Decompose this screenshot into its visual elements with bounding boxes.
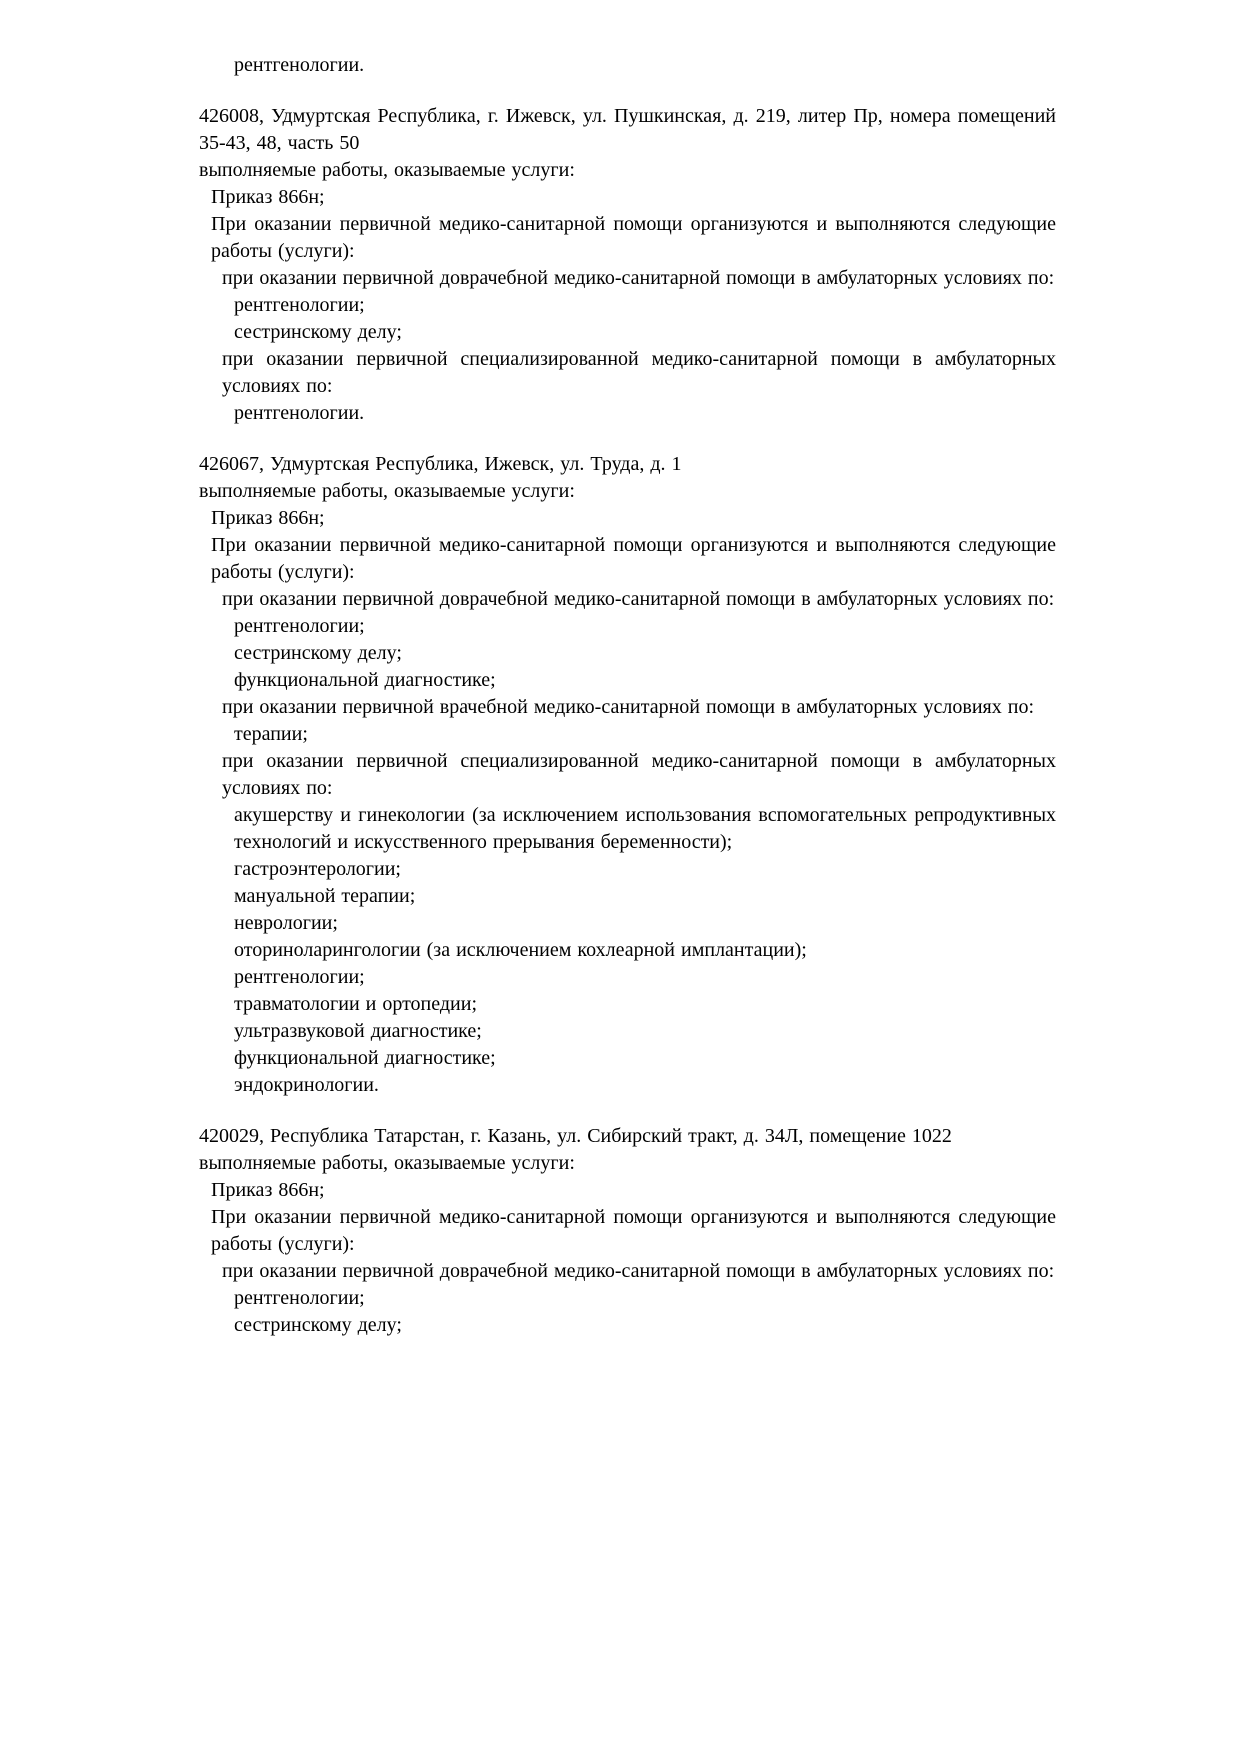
service-item: рентгенологии; [234,615,365,637]
service-item: неврологии; [234,912,338,934]
service-item: травматологии и ортопедии; [234,993,478,1015]
service-item: ультразвуковой диагностике; [234,1020,482,1042]
works-statement: При оказании первичной медико-санитарной помощи организуются и выполняются следующие работы (услуги): [211,1206,1056,1255]
service-item: сестринскому делу; [234,642,402,664]
order-line: Приказ 866н; [211,1179,325,1201]
care-type-line: при оказании первичной специализированной медико-санитарной помощи в амбулаторных условиях по: [222,750,1056,799]
care-type-line: при оказании первичной доврачебной медико-санитарной помощи в амбулаторных условиях по: [222,588,1055,610]
service-item: эндокринологии. [234,1074,379,1096]
services-intro: выполняемые работы, оказываемые услуги: [199,159,575,181]
care-type-line: при оказании первичной врачебной медико-санитарной помощи в амбулаторных условиях по: [222,696,1035,718]
service-item: мануальной терапии; [234,885,416,907]
care-type-line: при оказании первичной доврачебной медико-санитарной помощи в амбулаторных условиях по: [222,1260,1055,1282]
address-line: 426067, Удмуртская Республика, Ижевск, ул. Труда, д. 1 [199,453,682,475]
works-statement: При оказании первичной медико-санитарной помощи организуются и выполняются следующие работы (услуги): [211,534,1056,583]
service-item: рентгенологии; [234,966,365,988]
service-item: функциональной диагностике; [234,669,496,691]
services-intro: выполняемые работы, оказываемые услуги: [199,480,575,502]
service-item: терапии; [234,723,308,745]
service-item: оториноларингологии (за исключением кохлеарной имплантации); [234,939,807,961]
service-item: рентгенологии; [234,294,365,316]
works-statement: При оказании первичной медико-санитарной помощи организуются и выполняются следующие работы (услуги): [211,213,1056,262]
order-line: Приказ 866н; [211,186,325,208]
service-item: сестринскому делу; [234,1314,402,1336]
order-line: Приказ 866н; [211,507,325,529]
services-intro: выполняемые работы, оказываемые услуги: [199,1152,575,1174]
service-item: функциональной диагностике; [234,1047,496,1069]
blank-line [199,427,1056,451]
service-item: акушерству и гинекологии (за исключением использования вспомогательных репродуктивных технологий и искусственного прерывания беременности); [234,804,1056,853]
care-type-line: при оказании первичной доврачебной медико-санитарной помощи в амбулаторных условиях по: [222,267,1055,289]
service-item: сестринскому делу; [234,321,402,343]
address-line: 420029, Республика Татарстан, г. Казань, ул. Сибирский тракт, д. 34Л, помещение 1022 [199,1125,952,1147]
service-item: рентгенологии; [234,1287,365,1309]
service-item: рентгенологии. [234,402,365,424]
service-item: гастроэнтерологии; [234,858,401,880]
care-type-line: при оказании первичной специализированной медико-санитарной помощи в амбулаторных условиях по: [222,348,1056,397]
document-body [199,52,1056,1339]
blank-line [199,1099,1056,1123]
blank-line [199,79,1056,103]
continuation-service-item: рентгенологии. [234,54,365,76]
address-line: 426008, Удмуртская Республика, г. Ижевск, ул. Пушкинская, д. 219, литер Пр, номера помещений 35-43, 48, часть 50 [199,105,1056,154]
